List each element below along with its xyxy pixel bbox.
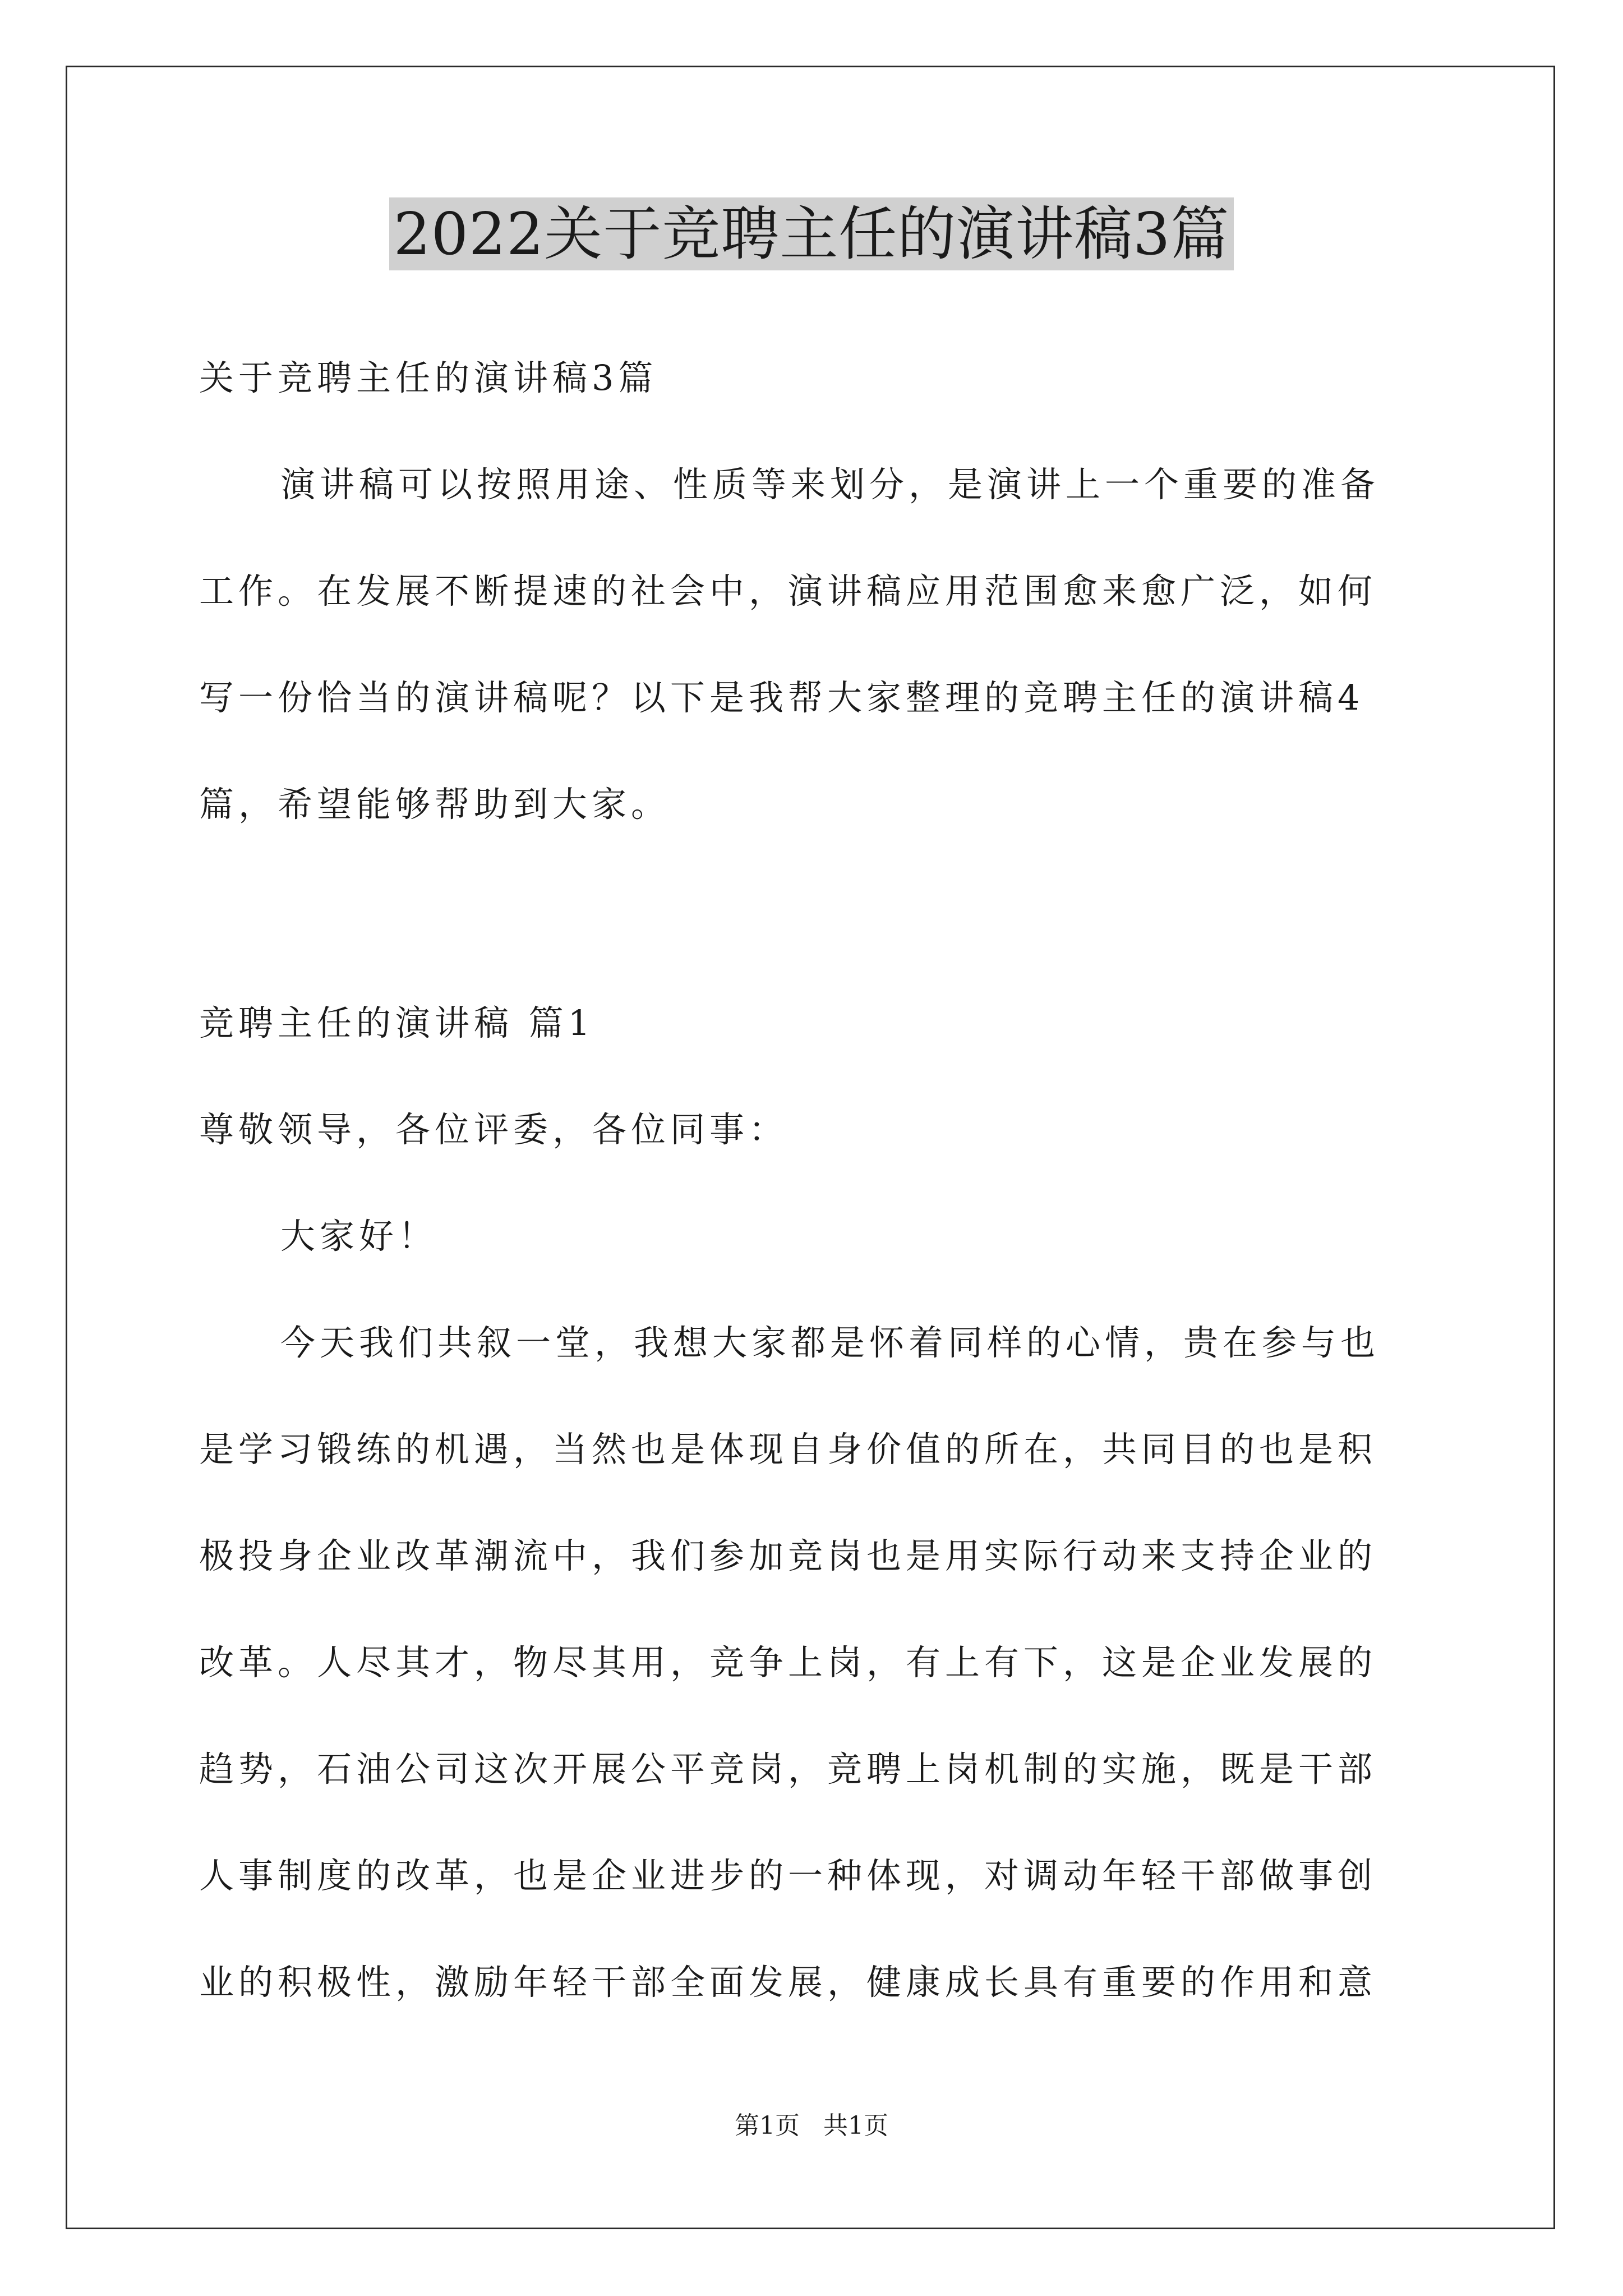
title-container bbox=[0, 197, 1623, 270]
body-line: 业的积极性，激励年轻干部全面发展，健康成长具有重要的作用和意 bbox=[199, 1962, 1377, 2003]
page-footer: 第1页 共1页 bbox=[735, 2111, 888, 2140]
body-line: 改革。人尽其才，物尽其用，竞争上岗，有上有下，这是企业发展的 bbox=[199, 1642, 1377, 1683]
body-line: 极投身企业改革潮流中，我们参加竞岗也是用实际行动来支持企业的 bbox=[199, 1535, 1377, 1576]
document-title: 2022关于竞聘主任的演讲稿3篇 bbox=[389, 197, 1234, 270]
intro-line: 写一份恰当的演讲稿呢？以下是我帮大家整理的竞聘主任的演讲稿4 bbox=[199, 677, 1364, 718]
body-line: 是学习锻练的机遇，当然也是体现自身价值的所在，共同目的也是积 bbox=[199, 1429, 1377, 1470]
document-subtitle: 关于竞聘主任的演讲稿3篇 bbox=[199, 357, 658, 398]
intro-line: 演讲稿可以按照用途、性质等来划分，是演讲上一个重要的准备 bbox=[280, 464, 1380, 505]
body-line: 今天我们共叙一堂，我想大家都是怀着同样的心情，贵在参与也 bbox=[280, 1322, 1380, 1363]
body-line: 人事制度的改革，也是企业进步的一种体现，对调动年轻干部做事创 bbox=[199, 1855, 1377, 1896]
body-line: 趋势，石油公司这次开展公平竞岗，竞聘上岗机制的实施，既是干部 bbox=[199, 1749, 1377, 1789]
intro-line: 工作。在发展不断提速的社会中，演讲稿应用范围愈来愈广泛，如何 bbox=[199, 570, 1377, 611]
greeting: 大家好！ bbox=[280, 1216, 438, 1257]
section-heading: 竞聘主任的演讲稿 篇1 bbox=[199, 1002, 595, 1043]
salutation: 尊敬领导，各位评委，各位同事： bbox=[199, 1109, 789, 1150]
intro-line: 篇，希望能够帮助到大家。 bbox=[199, 784, 671, 825]
